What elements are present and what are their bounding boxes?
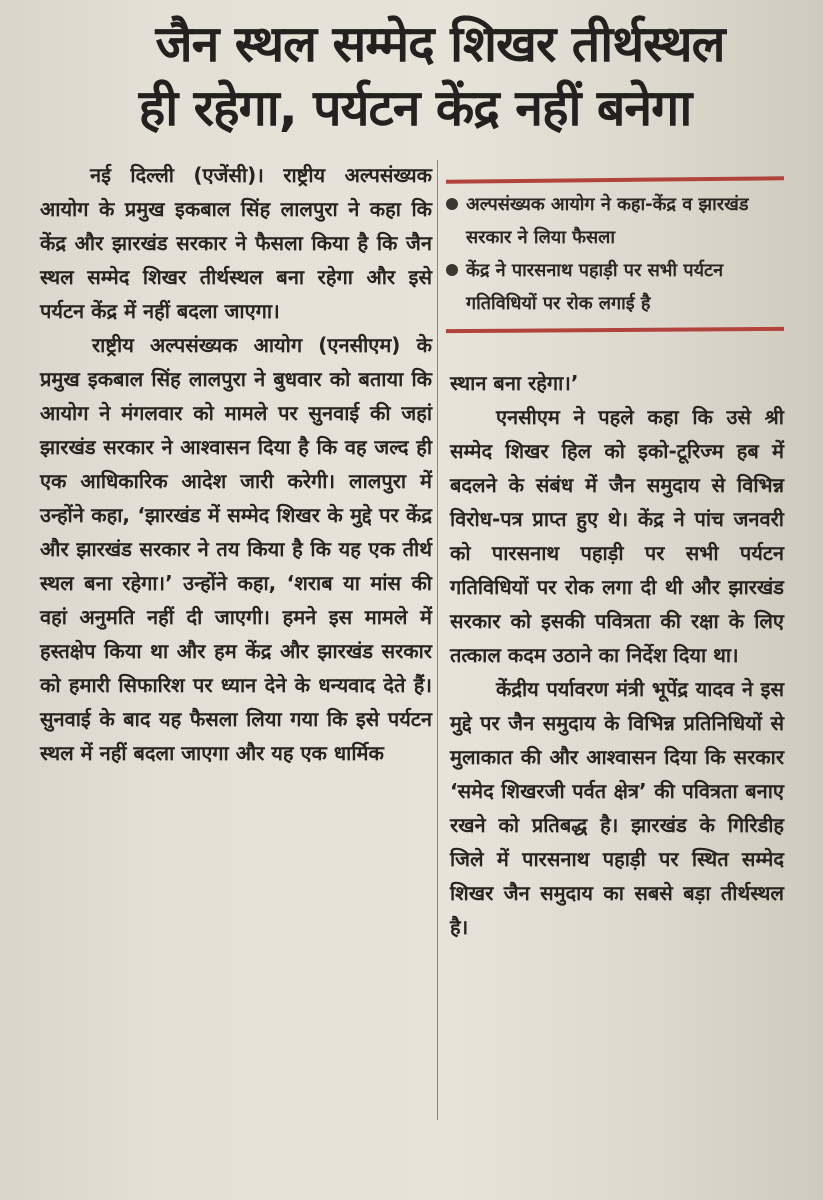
bullet-icon [446,264,458,276]
article-paragraph-1: नई दिल्ली (एजेंसी)। राष्ट्रीय अल्पसंख्यक आयोग के प्रमुख इकबाल सिंह लालपुरा ने कहा कि केंद्र और झारखंड सरकार ने फैसला किया है कि जैन स्थल सम्मेद शिखर तीर्थस्थल बना रहेगा और इसे पर्यटन केंद्र में नहीं बदला जाएगा। [40,163,432,323]
headline [40,12,800,140]
highlight-item [446,254,784,320]
right-column [450,366,784,944]
red-rule-top [446,176,784,184]
highlights-box [446,168,784,332]
red-rule-bottom [446,327,784,333]
headline-line-1: जैन स्थल सम्मेद शिखर तीर्थस्थल [155,15,725,73]
article-paragraph-4: एनसीएम ने पहले कहा कि उसे श्री सम्मेद शिखर हिल को इको-टूरिज्म हब में बदलने के संबंध में जैन समुदाय से विभिन्न विरोध-पत्र प्राप्त हुए थे। केंद्र ने पांच जनवरी को पारसनाथ पहाड़ी पर सभी पर्यटन गतिविधियों पर रोक लगा दी थी और झारखंड सरकार को इसकी पवित्रता की रक्षा के लिए तत्काल कदम उठाने का निर्देश दिया था। [450,405,784,667]
left-column [40,158,432,770]
highlight-text-1: अल्पसंख्यक आयोग ने कहा-केंद्र व झारखंड सरकार ने लिया फैसला [466,194,749,248]
highlight-item [446,188,784,254]
article-paragraph-5: केंद्रीय पर्यावरण मंत्री भूपेंद्र यादव ने इस मुद्दे पर जैन समुदाय के विभिन्न प्रतिनिधियों से मुलाकात की और आश्वासन दिया कि सरकार ‘समेद शिखरजी पर्वत क्षेत्र’ की पवित्रता बनाए रखने को प्रतिबद्ध है। झारखंड के गिरिडीह जिले में पारसनाथ पहाड़ी पर स्थित सम्मेद शिखर जैन समुदाय का सबसे बड़ा तीर्थस्थल है। [450,677,784,939]
bullet-icon [446,198,458,210]
headline-line-2: ही रहेगा, पर्यटन केंद्र नहीं बनेगा [138,79,692,137]
article-paragraph-2: राष्ट्रीय अल्पसंख्यक आयोग (एनसीएम) के प्रमुख इकबाल सिंह लालपुरा ने बुधवार को बताया कि आयोग ने मंगलवार को मामले पर सुनवाई की जहां झारखंड सरकार ने आश्वासन दिया है कि वह जल्द ही एक आधिकारिक आदेश जारी करेगी। लालपुरा में उन्होंने कहा, ‘झारखंड में सम्मेद शिखर के मुद्दे पर केंद्र और झारखंड सरकार ने तय किया है कि यह एक तीर्थ स्थल बना रहेगा।’ उन्होंने कहा, ‘शराब या मांस की वहां अनुमति नहीं दी जाएगी। हमने इस मामले में हस्तक्षेप किया था और हम केंद्र और झारखंड सरकार को हमारी सिफारिश पर ध्यान देने के धन्यवाद देते हैं। सुनवाई के बाद यह फैसला लिया गया कि इसे पर्यटन स्थल में नहीं बदला जाएगा और यह एक धार्मिक [40,333,432,765]
article-paragraph-3: स्थान बना रहेगा।’ [450,371,579,395]
highlight-text-2: केंद्र ने पारसनाथ पहाड़ी पर सभी पर्यटन गतिविधियों पर रोक लगाई है [466,260,724,314]
column-divider [437,160,438,1120]
